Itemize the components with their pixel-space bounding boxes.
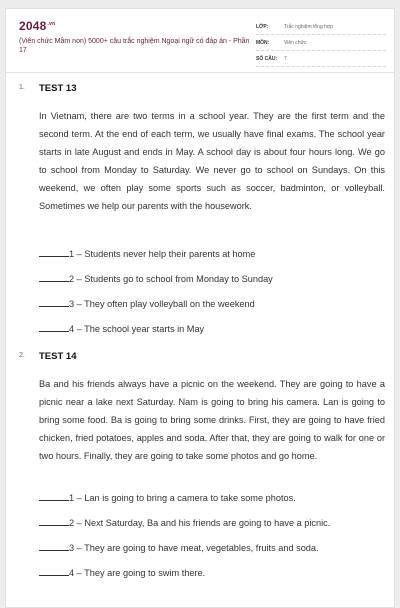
true-false-item: 2 – Next Saturday, Ba and his friends are going to have a picnic. bbox=[39, 517, 330, 528]
meta-row-count bbox=[256, 51, 386, 67]
question-title: TEST 13 bbox=[39, 83, 77, 94]
document-page bbox=[5, 8, 395, 608]
meta-key: LỚP: bbox=[256, 23, 269, 30]
site-logo[interactable]: $2048^{.vn}$ bbox=[19, 19, 56, 33]
true-false-item: 3 – They often play volleyball on the weekend bbox=[39, 298, 255, 309]
meta-value: Viên chức bbox=[284, 39, 307, 46]
answer-blank[interactable] bbox=[39, 567, 69, 576]
reading-passage: In Vietnam, there are two terms in a school year. They are the first term and the second term. At the end of each term, we usually have final exams. The school year starts in late August and ends in May. A school day is about four hours long. We go to school from Monday to Saturday. We never go to school on Sundays. On this weekend, we often play some sports such as soccer, badminton, or volleyball. Sometimes we help our parents with the housework. bbox=[39, 111, 385, 211]
true-false-item: 4 – The school year starts in May bbox=[39, 323, 204, 334]
answer-blank[interactable] bbox=[39, 273, 69, 282]
question-number: 1. bbox=[19, 84, 25, 91]
document-title: (Viên chức Mầm non) 5000+ câu trắc nghiệm Ngoại ngữ có đáp án - Phần 17 bbox=[19, 38, 250, 54]
true-false-item: 4 – They are going to swim there. bbox=[39, 567, 205, 578]
meta-value: Trắc nghiệm tổng hợp bbox=[284, 23, 333, 30]
meta-row-subject bbox=[256, 35, 386, 51]
answer-blank[interactable] bbox=[39, 492, 69, 501]
answer-blank[interactable] bbox=[39, 298, 69, 307]
meta-key: SỐ CÂU: bbox=[256, 55, 278, 62]
question-title: TEST 14 bbox=[39, 351, 77, 362]
document-meta bbox=[256, 19, 386, 67]
true-false-item: 2 – Students go to school from Monday to Sunday bbox=[39, 273, 273, 284]
document-header bbox=[6, 9, 394, 73]
reading-passage: Ba and his friends always have a picnic on the weekend. They are going to have a picnic near a lake next Saturday. Nam is going to bring his camera. Lan is going to bring some food. Ba is going to bring some drinks. First, they are going to have fried chicken, fried potatoes, apples and soda. After that, they are going to walk for one or two hours. Finally, they are going to take some photos and go home. bbox=[39, 379, 385, 461]
answer-blank[interactable] bbox=[39, 517, 69, 526]
answer-blank[interactable] bbox=[39, 323, 69, 332]
true-false-item: 3 – They are going to have meat, vegetables, fruits and soda. bbox=[39, 542, 319, 553]
meta-row-class bbox=[256, 19, 386, 35]
answer-blank[interactable] bbox=[39, 542, 69, 551]
true-false-item: 1 – Lan is going to bring a camera to take some photos. bbox=[39, 492, 296, 503]
question-number: 2. bbox=[19, 352, 25, 359]
true-false-item: 1 – Students never help their parents at home bbox=[39, 248, 255, 259]
meta-value: 7 bbox=[284, 55, 287, 62]
answer-blank[interactable] bbox=[39, 248, 69, 257]
meta-key: MÔN: bbox=[256, 39, 270, 46]
